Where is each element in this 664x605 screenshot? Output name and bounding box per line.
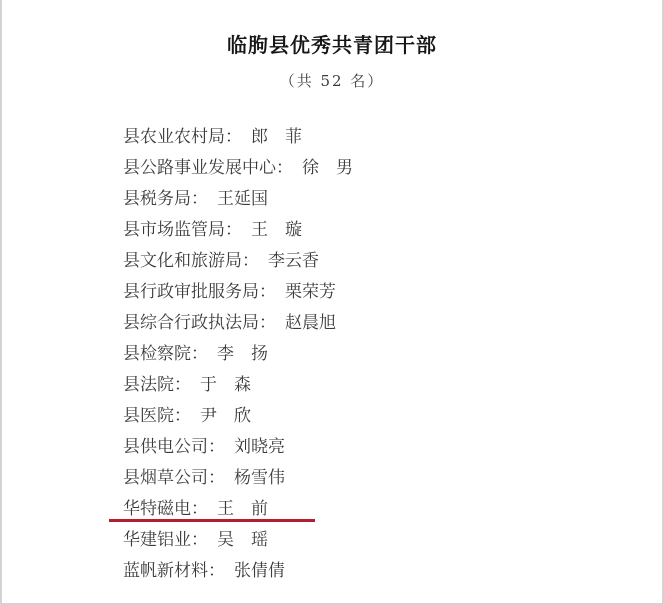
person-name: 杨雪伟 bbox=[234, 468, 285, 488]
colon-separator: ： bbox=[174, 375, 191, 395]
colon-separator: ： bbox=[191, 530, 208, 550]
org-label: 县综合行政执法局 bbox=[123, 313, 259, 333]
person-name: 吴 瑶 bbox=[217, 530, 268, 550]
colon-separator: ： bbox=[225, 220, 242, 240]
colon-separator: ： bbox=[208, 561, 225, 581]
person-name: 郎 菲 bbox=[251, 127, 302, 147]
colon-separator: ： bbox=[225, 127, 242, 147]
list-row bbox=[123, 463, 662, 494]
list-row bbox=[123, 277, 662, 308]
colon-separator: ： bbox=[242, 251, 259, 271]
list-row bbox=[123, 401, 662, 432]
org-label: 县文化和旅游局 bbox=[123, 251, 242, 271]
org-label: 县农业农村局 bbox=[123, 127, 225, 147]
list-row bbox=[123, 370, 662, 401]
org-label: 县税务局 bbox=[123, 189, 191, 209]
person-name: 赵晨旭 bbox=[285, 313, 336, 333]
person-name: 刘晓亮 bbox=[234, 437, 285, 457]
award-list bbox=[2, 122, 662, 587]
colon-separator: ： bbox=[191, 499, 208, 519]
colon-separator: ： bbox=[259, 282, 276, 302]
list-row bbox=[123, 215, 662, 246]
person-name: 王 璇 bbox=[251, 220, 302, 240]
list-row bbox=[123, 339, 662, 370]
list-row bbox=[123, 122, 662, 153]
list-row bbox=[123, 525, 662, 556]
colon-separator: ： bbox=[174, 406, 191, 426]
person-name: 张倩倩 bbox=[234, 561, 285, 581]
person-name: 王延国 bbox=[217, 189, 268, 209]
org-label: 华特磁电 bbox=[123, 499, 191, 519]
org-label: 县法院 bbox=[123, 375, 174, 395]
person-name: 王 前 bbox=[217, 499, 268, 519]
colon-separator: ： bbox=[191, 344, 208, 364]
person-name: 徐 男 bbox=[302, 158, 353, 178]
person-name: 尹 欣 bbox=[200, 406, 251, 426]
list-row bbox=[123, 556, 662, 587]
org-label: 县烟草公司 bbox=[123, 468, 208, 488]
person-name: 栗荣芳 bbox=[285, 282, 336, 302]
org-label: 县检察院 bbox=[123, 344, 191, 364]
red-underline bbox=[109, 519, 315, 522]
list-row bbox=[123, 184, 662, 215]
colon-separator: ： bbox=[259, 313, 276, 333]
page-subtitle: （共 52 名） bbox=[279, 72, 385, 90]
colon-separator: ： bbox=[208, 468, 225, 488]
person-name: 李 扬 bbox=[217, 344, 268, 364]
list-row bbox=[123, 153, 662, 184]
colon-separator: ： bbox=[191, 189, 208, 209]
org-label: 县医院 bbox=[123, 406, 174, 426]
list-row bbox=[123, 432, 662, 463]
page-title: 临朐县优秀共青团干部 bbox=[227, 33, 437, 57]
org-label: 县公路事业发展中心 bbox=[123, 158, 276, 178]
colon-separator: ： bbox=[276, 158, 293, 178]
org-label: 华建铝业 bbox=[123, 530, 191, 550]
org-label: 蓝帆新材料 bbox=[123, 561, 208, 581]
colon-separator: ： bbox=[208, 437, 225, 457]
person-name: 于 森 bbox=[200, 375, 251, 395]
list-row bbox=[123, 308, 662, 339]
list-row-highlighted bbox=[123, 494, 662, 525]
org-label: 县行政审批服务局 bbox=[123, 282, 259, 302]
list-row bbox=[123, 246, 662, 277]
person-name: 李云香 bbox=[268, 251, 319, 271]
org-label: 县市场监管局 bbox=[123, 220, 225, 240]
org-label: 县供电公司 bbox=[123, 437, 208, 457]
